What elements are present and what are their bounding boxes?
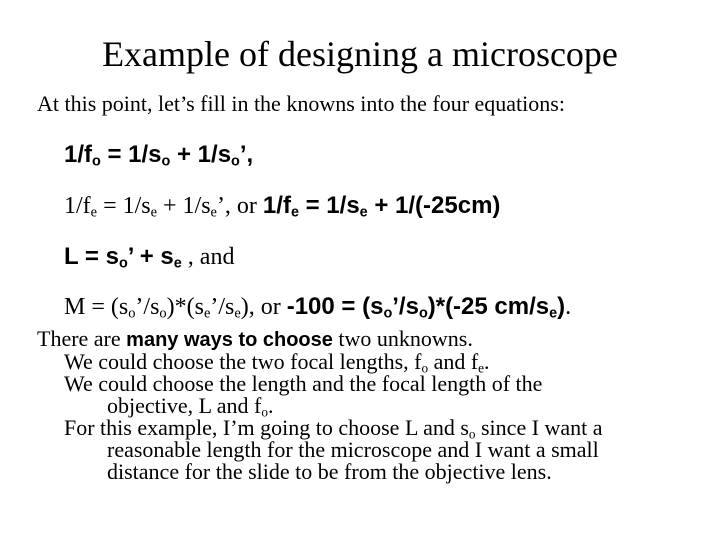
intro-text: At this point, let’s fill in the knowns into the four equations: [37, 91, 565, 116]
slide-title: Example of designing a microscope [102, 34, 618, 74]
paragraph-line: We could choose the length and the focal length of the [64, 371, 543, 396]
objective-lens-equation: $1/f_o = 1/s_o + 1/s_o$’, [64, 141, 254, 170]
paragraph-line: For this example, I’m going to choose L and $s_o$ since I want a [64, 415, 603, 442]
paragraph-line: reasonable length for the microscope and I want a small [107, 437, 599, 462]
paragraph-line: There are many ways to choose two unknowns. [37, 326, 473, 351]
eyepiece-lens-equation: $1/f_e = 1/s_e + 1/s_e$’, or $1/f_e = 1/s_e + 1/(-25cm)$ [64, 192, 501, 221]
magnification-equation: $M = (s_o’/s_o)*(s_e’/s_e)$, or $-100 = (s_o’/s_o)*(-25$ $cm/s_e$). [64, 293, 572, 322]
length-equation: $L = s_o$’ + $s_e$ , and [64, 243, 235, 272]
explanation-paragraph [37, 328, 603, 483]
paragraph-line: We could choose the two focal lengths, $f_o$ and $f_e$. [64, 349, 490, 376]
paragraph-line: distance for the slide to be from the objective lens. [107, 459, 552, 484]
paragraph-line: objective, L and $f_o$. [107, 393, 274, 420]
